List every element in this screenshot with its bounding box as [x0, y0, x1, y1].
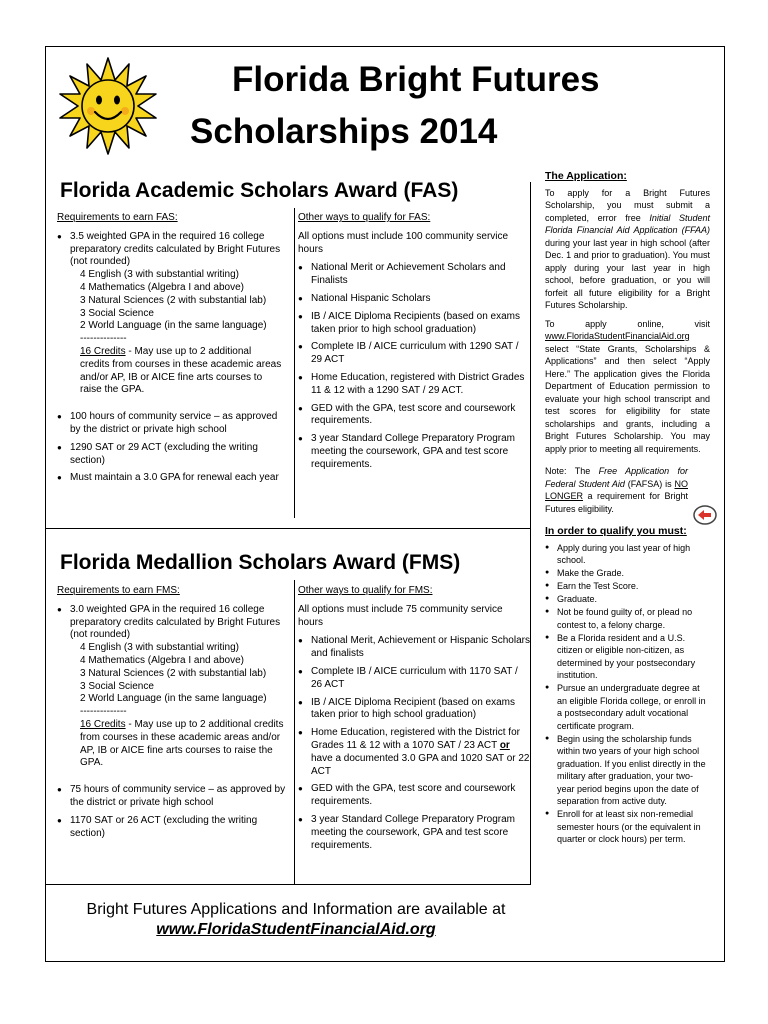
fas-column-divider [294, 208, 295, 518]
qualify-item: ● Make the Grade. [545, 567, 710, 580]
qualify-item: ● Be a Florida resident and a U.S. citizen or eligible non-citizen, as determined by your postsecondary institution. [545, 632, 710, 682]
fms-other-ways [298, 585, 530, 857]
fms-column-divider [294, 580, 295, 884]
divider-right-lower [530, 528, 531, 884]
fas-credit-list: 4 English (3 with substantial writing) 4 Mathematics (Algebra I and above) 3 Natural Sciences (2 with substantial lab) 3 Social Science 2 World Language (in the same language) -------------- 16 Credits - May use up to 2 additional credits from courses in these academic areas and/or AP, IB or AICE fine arts courses to raise the GPA. [80, 269, 282, 396]
fms-req-gpa: ● 3.0 weighted GPA in the required 16 college preparatory credits calculated by Bright Futures (not rounded) 4 English (3 with substantial writing) 4 Mathematics (Algebra I and above) 3 Natural Sciences (2 with substantial lab) 3 Social Science 2 World Language (in the same language) -------------- 16 Credits - May use up to 2 additional credits from courses in these academic areas and/or AP, IB or AICE fine arts courses to raise the GPA. [57, 604, 289, 770]
application-panel [545, 170, 710, 846]
fas-other-item: ● 3 year Standard College Preparatory Program meeting the coursework, GPA and test score requirements. [298, 433, 526, 471]
fas-req-gpa: ● 3.5 weighted GPA in the required 16 college preparatory credits calculated by Bright Futures (not rounded) 4 English (3 with substantial writing) 4 Mathematics (Algebra I and above) 3 Natural Sciences (2 with substantial lab) 3 Social Science 2 World Language (in the same language) -------------- 16 Credits - May use up to 2 additional credits from courses in these academic areas and/or AP, IB or AICE fine arts courses to raise the GPA. [57, 231, 283, 397]
fafsa-note: Note: The Free Application for Federal Student Aid (FAFSA) is NO LONGER a requirement for Bright Futures eligibility. [545, 466, 688, 514]
fms-other-item: ● 3 year Standard College Preparatory Program meeting the coursework, GPA and test score requirements. [298, 814, 530, 852]
fms-other-item-home-ed: ● Home Education, registered with the District for Grades 11 & 12 with a 1070 SAT / 23 ACT or have a documented 3.0 GPA and 1020 SAT or 22 ACT [298, 727, 530, 778]
fms-credits-note: 16 Credits - May use up to 2 additional credits from courses in these academic areas and/or AP, IB or AICE fine arts courses to raise the GPA. [80, 718, 284, 769]
fas-other-item: ● GED with the GPA, test score and coursework requirements. [298, 403, 526, 429]
qualify-item: ● Enroll for at least six non-remedial semester hours (or the equivalent in quarter or clock hours) per term. [545, 808, 710, 846]
fas-req-item: ● Must maintain a 3.0 GPA for renewal each year [57, 472, 283, 485]
fas-title: Florida Academic Scholars Award (FAS) [60, 179, 459, 202]
footer-text: Bright Futures Applications and Information are available at [86, 901, 506, 918]
section-divider [45, 528, 531, 529]
fas-other-intro: All options must include 100 community service hours [298, 230, 509, 255]
fas-requirements [57, 212, 283, 490]
section-divider [45, 884, 531, 885]
arrow-left-icon [693, 505, 717, 525]
fms-req-item: ● 75 hours of community service – as approved by the district or private high school [57, 784, 289, 810]
fas-other-item: ● Home Education, registered with District Grades 11 & 12 with a 1290 SAT / 29 ACT. [298, 372, 526, 398]
fas-req-item: ● 1290 SAT or 29 ACT (excluding the writing section) [57, 442, 283, 468]
fas-other-item: ● National Hispanic Scholars [298, 293, 526, 306]
footer-link[interactable]: www.FloridaStudentFinancialAid.org [156, 921, 436, 938]
qualify-list [545, 542, 710, 846]
fms-other-intro: All options must include 75 community service hours [298, 603, 503, 628]
fas-other-ways [298, 212, 526, 477]
application-heading: The Application: [545, 170, 627, 182]
divider-right [530, 182, 531, 528]
fas-req-item: ● 100 hours of community service – as approved by the district or private high school [57, 411, 283, 437]
fas-other-item: ● Complete IB / AICE curriculum with 1290 SAT / 29 ACT [298, 341, 526, 367]
application-paragraph-1: To apply for a Bright Futures Scholarship, you must submit a completed, error free Initial Student Florida Financial Aid Application (FFAA) during your last year in high school (after Dec. 1 and prior to graduation). You must apply during your last year in high school, before graduation, or you will forfeit all future eligibility for a Bright Futures Scholarship. [545, 187, 710, 310]
fms-other-item: ● GED with the GPA, test score and coursework requirements. [298, 783, 530, 809]
application-link[interactable]: www.FloridaStudentFinancialAid.org [545, 331, 690, 341]
page-title-line1: Florida Bright Futures [232, 60, 600, 99]
fas-credits-note: 16 Credits - May use up to 2 additional credits from courses in these academic areas and/or AP, IB or AICE fine arts courses to raise the GPA. [80, 345, 282, 396]
fms-requirements [57, 585, 289, 845]
fms-other-item: ● National Merit, Achievement or Hispanic Scholars and finalists [298, 635, 530, 661]
fms-other-header: Other ways to qualify for FMS: [298, 585, 433, 596]
qualify-item: ● Pursue an undergraduate degree at an eligible Florida college, or enroll in a postsecondary adult vocational certificate program. [545, 682, 710, 732]
qualify-item: ● Graduate. [545, 593, 710, 606]
qualify-item: ● Begin using the scholarship funds within two years of your high school graduation. If you enlist directly in the military after graduation, your two-year period begins upon the date of separation from active duty. [545, 733, 710, 808]
page-title-line2: Scholarships 2014 [190, 112, 498, 151]
fms-title: Florida Medallion Scholars Award (FMS) [60, 551, 461, 574]
application-paragraph-2: To apply online, visit www.FloridaStudentFinancialAid.org select “State Grants, Scholarships & Applications” and then select “Apply Here.” The application gives the Florida Department of Education permission to evaluate your high school transcript and test scores for eligibility for state scholarships and grants, including a Bright Futures Scholarship. You may apply prior to meeting all requirements. [545, 318, 710, 454]
fms-credit-list: 4 English (3 with substantial writing) 4 Mathematics (Algebra I and above) 3 Natural Sciences (2 with substantial lab) 3 Social Science 2 World Language (in the same language) -------------- 16 Credits - May use up to 2 additional credits from courses in these academic areas and/or AP, IB or AICE fine arts courses to raise the GPA. [70, 642, 289, 770]
fms-other-item: ● IB / AICE Diploma Recipient (based on exams taken prior to high school graduation) [298, 697, 530, 723]
qualify-item: ● Not be found guilty of, or plead no contest to, a felony charge. [545, 606, 710, 631]
fas-req-header: Requirements to earn FAS: [57, 212, 178, 223]
fms-req-item: ● 1170 SAT or 26 ACT (excluding the writing section) [57, 815, 289, 841]
qualify-item: ● Apply during you last year of high school. [545, 542, 710, 567]
qualify-heading: In order to qualify you must: [545, 525, 687, 537]
sun-logo-icon [58, 56, 158, 156]
fas-other-header: Other ways to qualify for FAS: [298, 212, 431, 223]
qualify-item: ● Earn the Test Score. [545, 580, 710, 593]
footer [46, 900, 546, 940]
fas-other-item: ● National Merit or Achievement Scholars and Finalists [298, 262, 526, 288]
fms-other-item: ● Complete IB / AICE curriculum with 1170 SAT / 26 ACT [298, 666, 530, 692]
fms-req-header: Requirements to earn FMS: [57, 585, 180, 596]
fas-other-item: ● IB / AICE Diploma Recipients (based on exams taken prior to high school graduation) [298, 311, 526, 337]
